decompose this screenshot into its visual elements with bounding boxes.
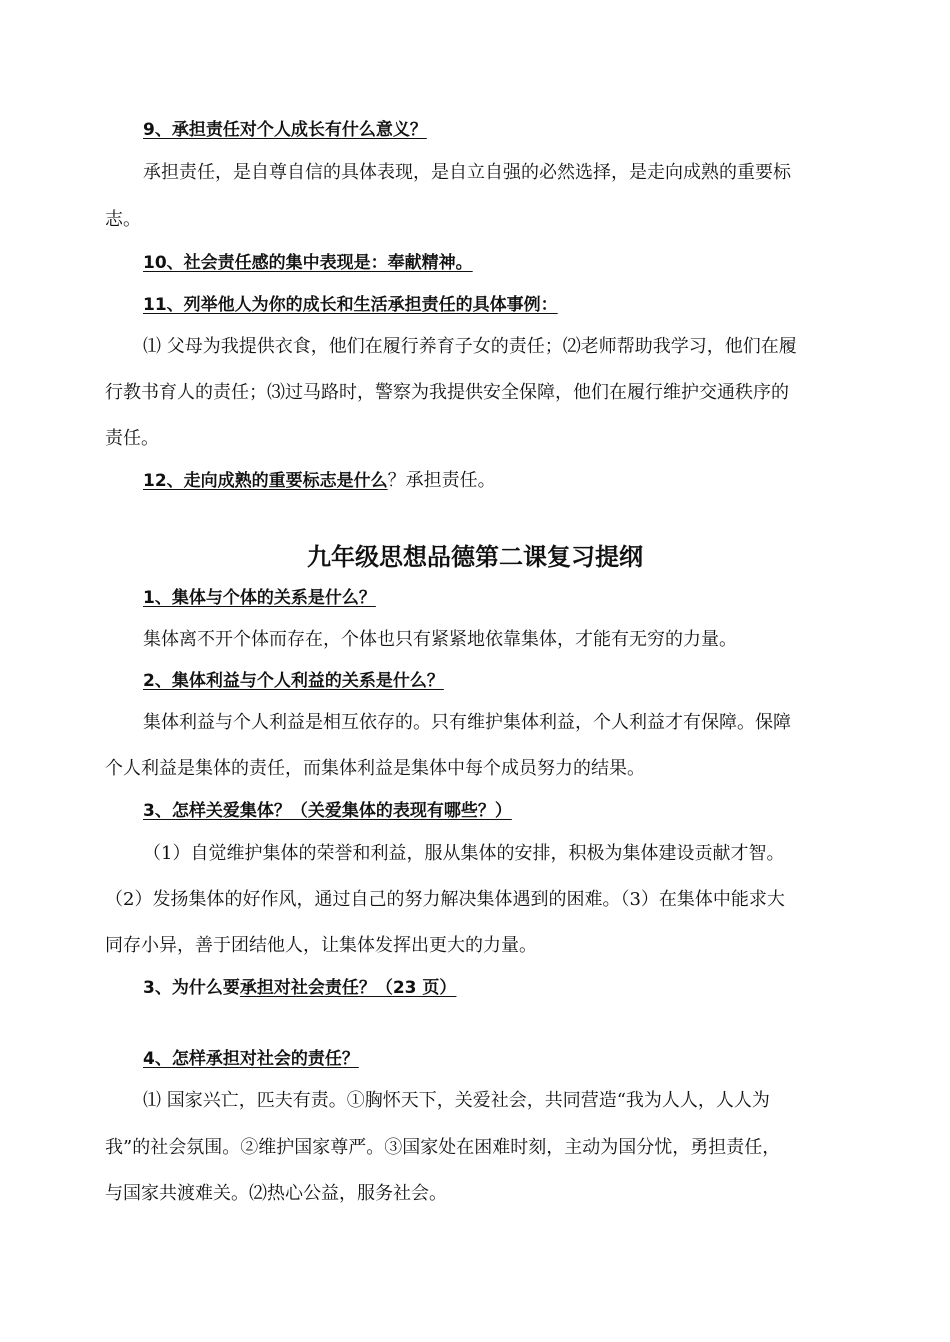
answer-11-line-1: ⑴ 父母为我提供衣食，他们在履行养育子女的责任；⑵老师帮助我学习，他们在履 <box>143 336 797 357</box>
section-question-3: 3、怎样关爱集体？（关爱集体的表现有哪些？） <box>143 801 512 821</box>
section-answer-4-line-3: 与国家共渡难关。⑵热心公益，服务社会。 <box>105 1183 447 1204</box>
answer-9-line-1: 承担责任，是自尊自信的具体表现，是自立自强的必然选择，是走向成熟的重要标 <box>143 162 791 183</box>
section-question-3b-label: 承担对社会责任？（23 页） <box>239 978 457 998</box>
section-answer-3-line-3: 同存小异，善于团结他人，让集体发挥出更大的力量。 <box>105 935 537 956</box>
section-answer-3-line-2: （2）发扬集体的好作风，通过自己的努力解决集体遇到的困难。（3）在集体中能求大 <box>105 889 785 910</box>
question-9: 9、承担责任对个人成长有什么意义？ <box>143 120 427 140</box>
answer-9-line-2: 志。 <box>105 209 141 230</box>
answer-11-line-3: 责任。 <box>105 428 159 449</box>
section-question-1: 1、集体与个体的关系是什么？ <box>143 588 376 608</box>
question-11: 11、列举他人为你的成长和生活承担责任的具体事例： <box>143 295 558 315</box>
section-answer-2-line-2: 个人利益是集体的责任，而集体利益是集体中每个成员努力的结果。 <box>105 758 645 779</box>
section-question-4: 4、怎样承担对社会的责任？ <box>143 1049 359 1069</box>
section-title: 九年级思想品德第二课复习提纲 <box>307 543 643 571</box>
section-question-3b <box>143 976 456 1000</box>
section-answer-1-line-1: 集体离不开个体而存在，个体也只有紧紧地依靠集体，才能有无穷的力量。 <box>143 629 737 650</box>
question-12 <box>143 469 496 493</box>
section-answer-4-line-1: ⑴ 国家兴亡，匹夫有责。①胸怀天下，关爱社会，共同营造“我为人人，人人为 <box>143 1090 770 1111</box>
section-answer-4-line-2: 我”的社会氛围。②维护国家尊严。③国家处在困难时刻，主动为国分忧，勇担责任， <box>105 1137 781 1158</box>
section-answer-3-line-1: （1）自觉维护集体的荣誉和利益，服从集体的安排，积极为集体建设贡献才智。 <box>143 843 785 864</box>
section-answer-2-line-1: 集体利益与个人利益是相互依存的。只有维护集体利益，个人利益才有保障。保障 <box>143 712 791 733</box>
answer-11-line-2: 行教书育人的责任；⑶过马路时，警察为我提供安全保障，他们在履行维护交通秩序的 <box>105 382 789 403</box>
section-question-2: 2、集体利益与个人利益的关系是什么？ <box>143 671 444 691</box>
question-12-answer: ？承担责任。 <box>387 470 496 491</box>
question-10: 10、社会责任感的集中表现是：奉献精神。 <box>143 253 473 273</box>
question-12-label: 12、走向成熟的重要标志是什么 <box>143 471 388 491</box>
section-question-3b-prefix: 3、为什么要 <box>143 978 240 998</box>
